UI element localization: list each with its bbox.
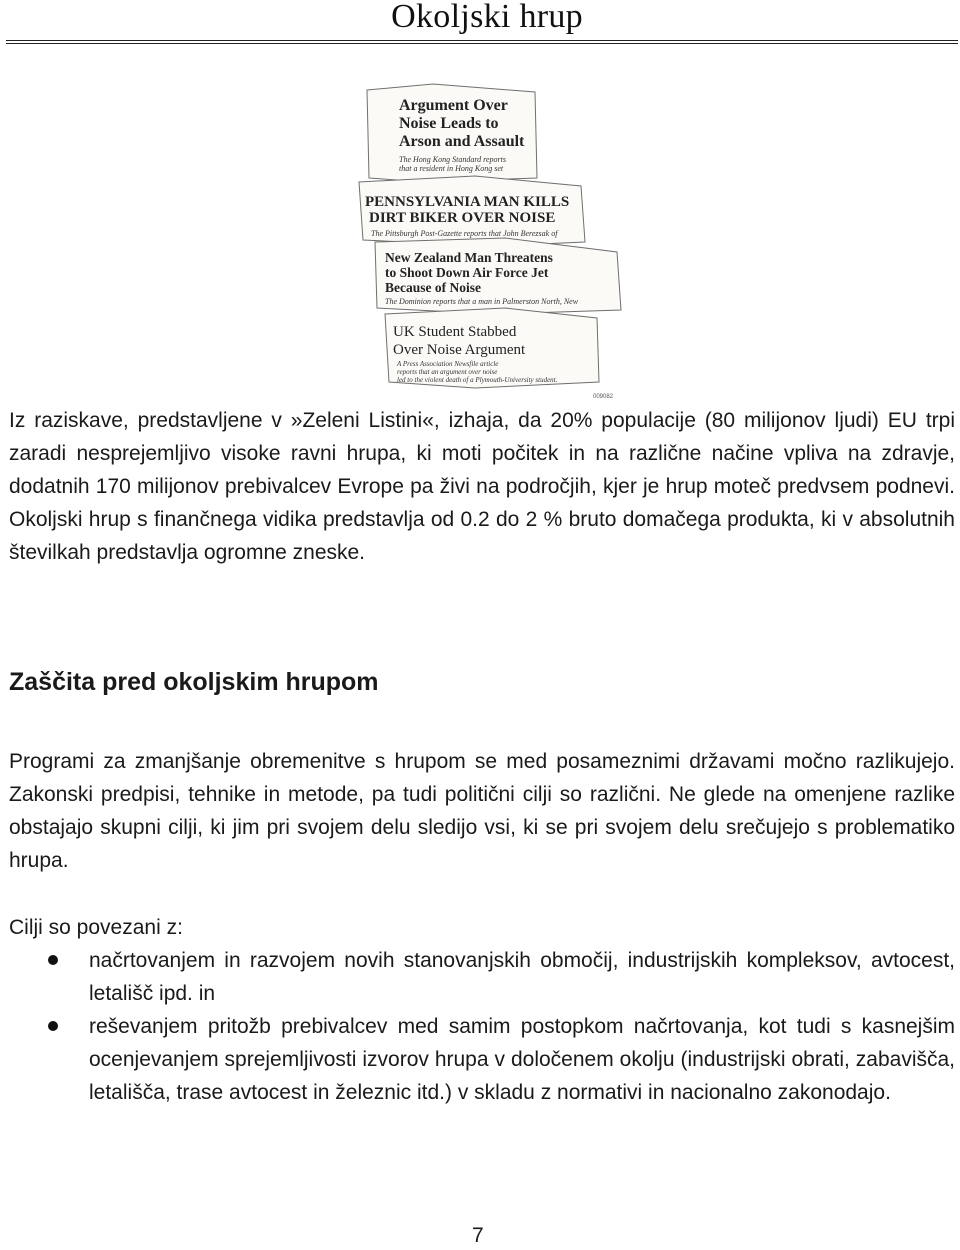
clipping-code: 009082 xyxy=(593,394,614,400)
clipping-3 xyxy=(375,238,621,314)
clipping-3-subline-1: The Dominion reports that a man in Palmerston North, New xyxy=(385,297,579,306)
page-number: 7 xyxy=(472,1224,484,1247)
clipping-4-subline-3: led to the violent death of a Plymouth-University student. xyxy=(397,376,558,384)
newspaper-clippings-image xyxy=(355,82,623,404)
list-item-text: načrtovanjem in razvojem novih stanovanjskih območij, industrijskih kompleksov, avtocest, letališč ipd. in xyxy=(89,949,955,1005)
title-divider xyxy=(6,40,958,44)
clipping-4-subline-2: reports that an argument over noise xyxy=(397,368,498,376)
list-item xyxy=(0,944,955,1010)
clipping-4 xyxy=(385,308,599,388)
clipping-1-headline-2: Noise Leads to xyxy=(399,115,499,132)
bullet-icon xyxy=(48,1021,58,1031)
clipping-1-subline-2: that a resident in Hong Kong set xyxy=(399,164,504,173)
clipping-2-subline-1: The Pittsburgh Post-Gazette reports that John Berezsak of xyxy=(371,229,558,238)
goals-list xyxy=(0,944,955,1109)
clipping-2-headline-2: DIRT BIKER OVER NOISE xyxy=(369,210,556,226)
clipping-3-headline-3: Because of Noise xyxy=(385,280,481,295)
goals-label: Cilji so povezani z: xyxy=(9,916,183,939)
list-item-text: reševanjem pritožb prebivalcev med samim postopkom načrtovanja, kot tudi s kasnejšim ocenjevanjem sprejemljivosti izvorov hrupa v določenem okolju (industrijski obrati, zabavišča, letališča, trase avtocest in železnic itd.) v skladu z normativi in nacionalno zakonodajo. xyxy=(89,1015,955,1104)
section-heading: Zaščita pred okoljskim hrupom xyxy=(9,668,379,696)
clipping-3-headline-2: to Shoot Down Air Force Jet xyxy=(385,265,549,280)
clipping-2-headline-1: PENNSYLVANIA MAN KILLS xyxy=(365,194,570,210)
bullet-icon xyxy=(48,955,58,965)
clipping-1 xyxy=(367,84,537,182)
intro-paragraph: Iz raziskave, predstavljene v »Zeleni Listini«, izhaja, da 20% populacije (80 milijonov ljudi) EU trpi zaradi nesprejemljivo visoke ravni hrupa, ki moti počitek in na različne načine vpliva na zdravje, dodatnih 170 milijonov prebivalcev Evrope pa živi na področjih, kjer je hrup moteč predvsem podnevi. Okoljski hrup s finančnega vidika predstavlja od 0.2 do 2 % bruto domačega produkta, ki v absolutnih številkah predstavlja ogromne zneske. xyxy=(9,409,955,564)
clipping-4-headline-1: UK Student Stabbed xyxy=(393,324,517,340)
list-item xyxy=(0,1010,955,1109)
clipping-1-headline-1: Argument Over xyxy=(399,97,508,114)
clipping-2 xyxy=(359,176,585,246)
page-title: Okoljski hrup xyxy=(391,0,583,35)
clipping-4-subline-1: A Press Association Newsfile article xyxy=(397,360,499,368)
clipping-1-headline-3: Arson and Assault xyxy=(399,133,525,150)
clipping-4-headline-2: Over Noise Argument xyxy=(393,342,526,358)
clipping-3-headline-1: New Zealand Man Threatens xyxy=(385,250,553,265)
section-paragraph: Programi za zmanjšanje obremenitve s hrupom se med posameznimi državami močno razlikujejo. Zakonski predpisi, tehnike in metode, pa tudi politični cilji so različni. Ne glede na omenjene razlike obstajajo skupni cilji, ki jim pri svojem delu sledijo vsi, ki se pri svojem delu srečujejo s problematiko hrupa. xyxy=(9,750,955,872)
clipping-1-subline-1: The Hong Kong Standard reports xyxy=(399,155,506,164)
